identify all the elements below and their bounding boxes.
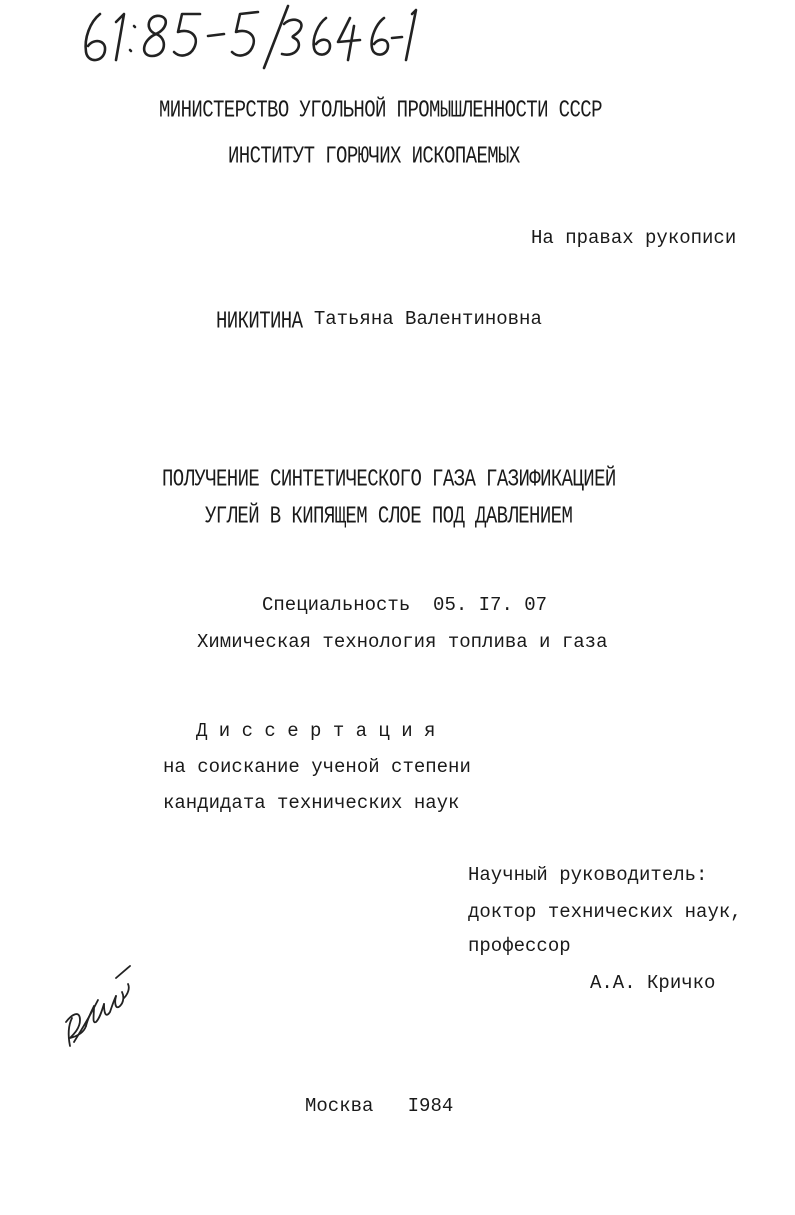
institute-name: ИНСТИТУТ ГОРЮЧИХ ИСКОПАЕМЫХ [228,142,520,170]
year: I984 [407,1095,454,1117]
supervisor-name: А.А. Кричко [590,972,716,994]
handwritten-signature [58,960,148,1055]
specialty-line [262,596,547,615]
footer-line [305,1097,453,1116]
degree-line-1: на соискание ученой степени [163,756,471,778]
handwritten-archive-code [78,4,418,74]
thesis-title-line-1: ПОЛУЧЕНИЕ СИНТЕТИЧЕСКОГО ГАЗА ГАЗИФИКАЦИЕЙ [162,465,616,493]
author-surname: НИКИТИНА [216,307,303,335]
degree-line-2: кандидата технических наук [163,792,460,814]
supervisor-title: профессор [468,935,571,957]
city: Москва [305,1095,374,1117]
dissertation-heading: Д и с с е р т а ц и я [196,720,436,742]
author-given-names: Татьяна Валентиновна [313,308,542,330]
author-line [216,307,542,335]
specialty-name: Химическая технология топлива и газа [197,631,608,653]
specialty-code: 05. I7. 07 [433,594,548,616]
specialty-label: Специальность [262,594,411,616]
thesis-title-line-2: УГЛЕЙ В КИПЯЩЕМ СЛОЕ ПОД ДАВЛЕНИЕМ [205,502,573,530]
manuscript-note: На правах рукописи [531,227,737,249]
ministry-name: МИНИСТЕРСТВО УГОЛЬНОЙ ПРОМЫШЛЕННОСТИ СССР [159,96,602,124]
supervisor-degree: доктор технических наук, [468,901,742,923]
supervisor-label: Научный руководитель: [468,864,708,886]
